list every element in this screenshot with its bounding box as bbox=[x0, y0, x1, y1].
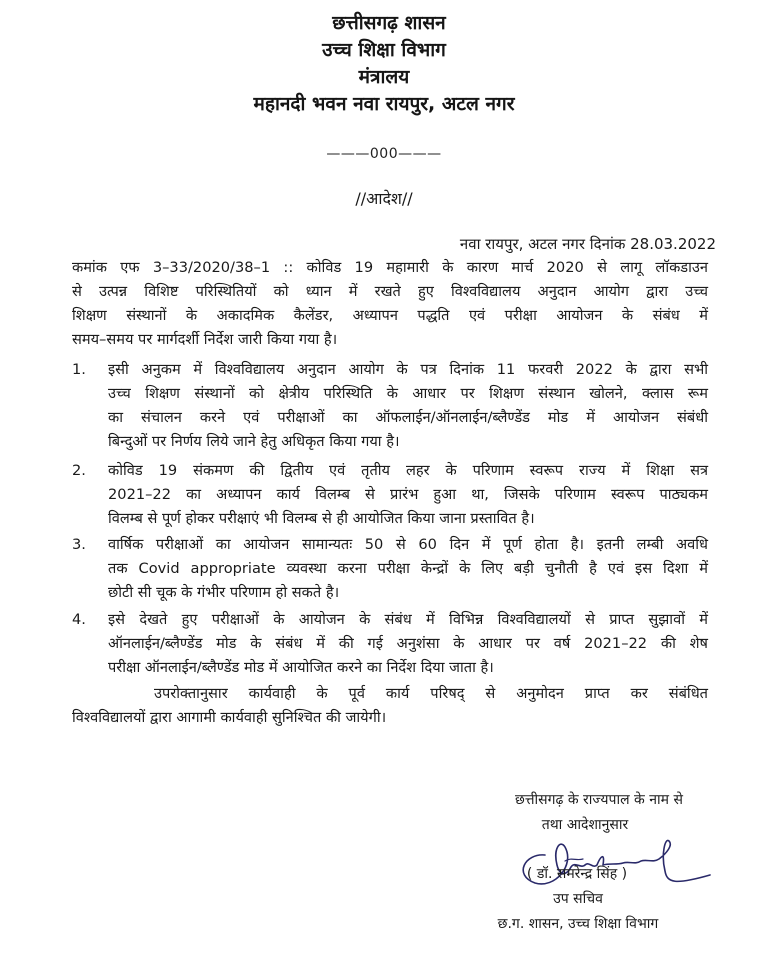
list-item-line: परीक्षा ऑनलाईन/ब्लैण्डेंड मोड में आयोजित करने का निर्देश दिया जाता है। bbox=[108, 659, 494, 676]
list-item-line: इसी अनुकम में विश्वविद्यालय अनुदान आयोग के पत्र दिनांक 11 फरवरी 2022 के द्वारा सभी bbox=[108, 361, 708, 378]
list-item-line: छोटी सी चूक के गंभीर परिणाम हो सकते है। bbox=[108, 584, 340, 601]
list-item-number: 4. bbox=[72, 611, 86, 628]
signature-authority-line: छत्तीसगढ़ के राज्यपाल के नाम से bbox=[515, 792, 683, 808]
letterhead bbox=[0, 10, 768, 118]
list-item-text bbox=[108, 608, 708, 680]
list-item-text bbox=[108, 459, 708, 531]
list-item-number: 1. bbox=[72, 361, 86, 378]
list-item-line: उच्च शिक्षण संस्थानों को क्षेत्रीय परिस्थिति के आधार पर शिक्षण संस्थान खोलने, क्लास रूम bbox=[108, 385, 708, 402]
list-item-number: 3. bbox=[72, 536, 86, 553]
order-title: //आदेश// bbox=[355, 189, 413, 208]
closing-paragraph bbox=[72, 682, 708, 730]
signatory-name: ( डॉ. समरेन्द्र सिंह ) bbox=[526, 866, 628, 882]
letterhead-government: छत्तीसगढ़ शासन bbox=[332, 12, 446, 34]
list-item-line: का संचालन करने एवं परीक्षाओं का ऑफलाईन/ऑनलाईन/ब्लैण्डेंड मोड में आयोजन संबंधी bbox=[108, 409, 708, 426]
signature-authority-line: तथा आदेशानुसार bbox=[541, 817, 629, 833]
intro-line: कमांक एफ 3–33/2020/38–1 :: कोविड 19 महामारी के कारण मार्च 2020 से लागू लॉकडाउन bbox=[72, 259, 708, 276]
list-item-line: 2021–22 का अध्यापन कार्य विलम्ब से प्रारंभ हुआ था, जिसके परिणाम स्वरूप पाठ्यकम bbox=[108, 486, 708, 503]
list-item-number: 2. bbox=[72, 462, 86, 479]
list-item-line: ऑनलाईन/ब्लैण्डेंड मोड के संबंध में की गई अनुशंसा के आधार पर वर्ष 2021–22 की शेष bbox=[108, 635, 708, 652]
list-item-line: वार्षिक परीक्षाओं का आयोजन सामान्यतः 50 से 60 दिन में पूर्ण होता है। इतनी लम्बी अवधि bbox=[108, 536, 708, 553]
place-and-date: नवा रायपुर, अटल नगर दिनांक 28.03.2022 bbox=[459, 235, 716, 253]
letterhead-ministry: मंत्रालय bbox=[358, 66, 410, 88]
list-item-line: कोविड 19 संकमण की द्वितीय एवं तृतीय लहर के परिणाम स्वरूप राज्य में शिक्षा सत्र bbox=[108, 462, 708, 479]
separator: ———000——— bbox=[326, 146, 442, 162]
signature-block bbox=[440, 788, 730, 937]
closing-line: उपरोक्तानुसार कार्यवाही के पूर्व कार्य परिषद् से अनुमोदन प्राप्त कर संबंधित bbox=[154, 685, 708, 702]
letterhead-department: उच्च शिक्षा विभाग bbox=[322, 39, 446, 61]
signatory-department: छ.ग. शासन, उच्च शिक्षा विभाग bbox=[497, 916, 659, 932]
list-item-line: बिन्दुओं पर निर्णय लिये जाने हेतु अधिकृत किया गया है। bbox=[108, 433, 400, 450]
intro-line: शिक्षण संस्थानों के अकादमिक कैलेंडर, अध्यापन पद्धति एवं परीक्षा आयोजन के संबंध में bbox=[72, 307, 708, 324]
intro-line: समय–समय पर मार्गदर्शी निर्देश जारी किया गया है। bbox=[72, 331, 338, 348]
list-item-line: तक Covid appropriate व्यवस्था करना परीक्षा केन्द्रों के लिए बड़ी चुनौती है एवं इस दिशा में bbox=[108, 560, 708, 577]
letterhead-address: महानदी भवन नवा रायपुर, अटल नगर bbox=[253, 93, 515, 115]
list-item-line: विलम्ब से पूर्ण होकर परीक्षाएं भी विलम्ब से ही आयोजित किया जाना प्रस्तावित है। bbox=[108, 510, 535, 527]
list-item-text bbox=[108, 533, 708, 605]
list-item-line: इसे देखते हुए परीक्षाओं के आयोजन के संबंध में विभिन्न विश्वविद्यालयों से प्राप्त सुझावों में bbox=[108, 611, 708, 628]
closing-line: विश्वविद्यालयों द्वारा आगामी कार्यवाही सुनिश्चित की जायेगी। bbox=[72, 709, 387, 726]
list-item-text bbox=[108, 358, 708, 454]
intro-line: से उत्पन्न विशिष्ट परिस्थितियों को ध्यान में रखते हुए विश्वविद्यालय अनुदान आयोग द्वारा उच्च bbox=[72, 283, 708, 300]
intro-paragraph bbox=[72, 256, 708, 352]
signatory-designation: उप सचिव bbox=[553, 891, 603, 907]
